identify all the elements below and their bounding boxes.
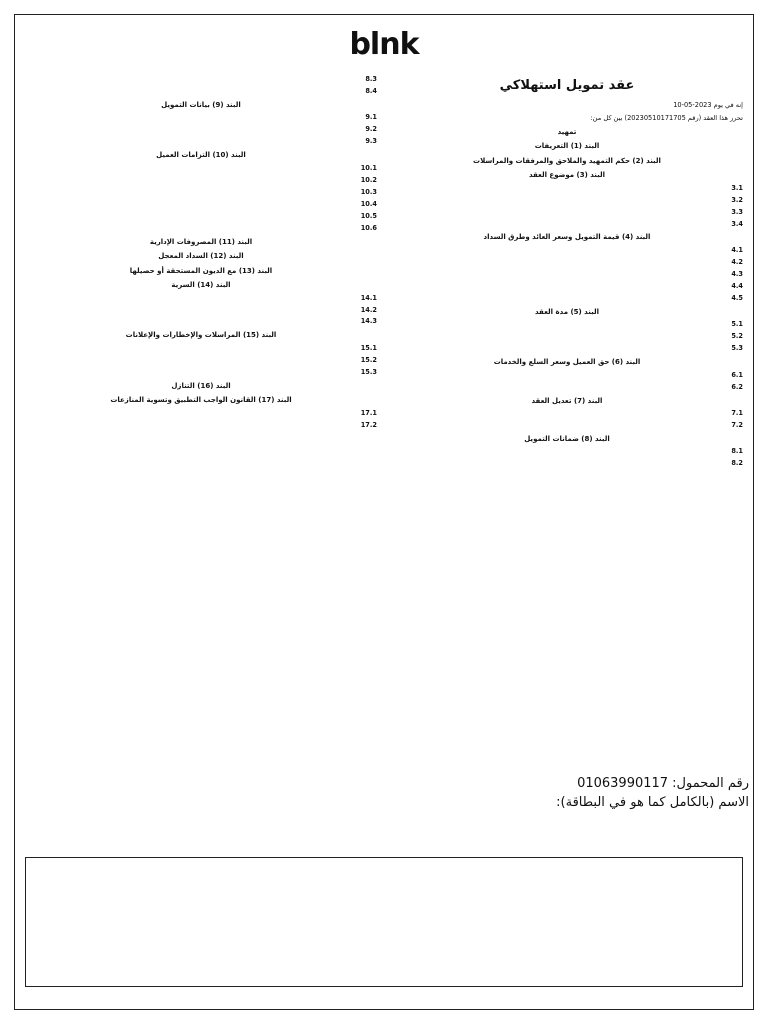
clause <box>25 409 377 418</box>
clause <box>25 176 377 185</box>
section-heading: البند (11) المصروفات الإدارية <box>149 237 253 246</box>
clause-number: 10.5 <box>360 211 377 220</box>
clause-number: 6.1 <box>731 370 743 379</box>
section-heading: البند (5) مدة العقد <box>535 307 599 316</box>
clause-number: 17.2 <box>360 420 377 429</box>
section-heading: البند (8) ضمانات التمويل <box>524 434 610 443</box>
section-heading: البند (13) مع الديون المستحقة أو حصيلها <box>129 266 273 275</box>
clause-number: 10.2 <box>360 175 377 184</box>
clause-number: 15.2 <box>360 355 377 364</box>
section-heading: البند (12) السداد المعجل <box>158 252 244 261</box>
clause-number: 4.4 <box>731 281 743 290</box>
clause <box>391 270 743 279</box>
preamble-heading: تمهيد <box>557 127 577 136</box>
clause <box>391 459 743 468</box>
clause-number: 10.4 <box>360 199 377 208</box>
clause <box>25 164 377 173</box>
section-heading: البند (17) القانون الواجب التطبيق وتسوية المنازعات <box>110 396 292 405</box>
clause-number: 9.1 <box>365 113 377 122</box>
clause-number: 5.2 <box>731 332 743 341</box>
clause <box>391 196 743 205</box>
clause-number: 4.3 <box>731 269 743 278</box>
section-heading: البند (3) موضوع العقد <box>528 171 606 180</box>
clause-number: 4.1 <box>731 245 743 254</box>
section-heading: البند (10) التزامات العميل <box>156 151 246 160</box>
footer-contact <box>556 775 749 813</box>
section-heading: البند (2) حكم التمهيد والملاحق والمرفقات والمراسلات <box>473 156 661 165</box>
clause <box>391 447 743 456</box>
right-sections <box>391 142 743 468</box>
clause <box>391 184 743 193</box>
contract-date: إنه في يوم 2023-05-10 <box>673 100 743 109</box>
clause <box>391 294 743 303</box>
clause-number: 4.5 <box>731 293 743 302</box>
clause-number: 10.6 <box>360 223 377 232</box>
clause <box>25 113 377 122</box>
clause-number: 7.1 <box>731 409 743 418</box>
clause <box>25 421 377 430</box>
clause-number: 5.3 <box>731 344 743 353</box>
clause <box>25 344 377 353</box>
clause-number: 9.3 <box>365 137 377 146</box>
clause-number: 8.3 <box>365 75 377 83</box>
clause <box>25 294 377 303</box>
clause-number: 3.4 <box>731 219 743 228</box>
clause <box>25 137 377 146</box>
clause <box>391 409 743 418</box>
clause-number: 3.3 <box>731 207 743 216</box>
clause <box>391 332 743 341</box>
clause <box>391 246 743 255</box>
clause-number: 3.2 <box>731 195 743 204</box>
clause <box>25 200 377 209</box>
clause-number: 17.1 <box>360 408 377 417</box>
section-heading: البند (7) تعديل العقد <box>531 396 603 405</box>
section-heading: البند (14) السرية <box>171 281 231 290</box>
brand-logo: blnk <box>349 27 419 62</box>
clause <box>25 188 377 197</box>
clause <box>391 383 743 392</box>
clause-number: 4.2 <box>731 257 743 266</box>
clause-number: 14.2 <box>360 305 377 314</box>
contract-title: عقد تمويل استهلاكي <box>499 78 635 93</box>
clause <box>25 356 377 365</box>
clause <box>391 344 743 353</box>
clause <box>391 220 743 229</box>
name-box[interactable] <box>25 857 743 987</box>
phone-line: رقم المحمول: 01063990117 <box>577 776 749 791</box>
clause-number: 8.1 <box>731 447 743 456</box>
clause <box>391 282 743 291</box>
clause-number: 14.1 <box>360 293 377 302</box>
clause <box>391 208 743 217</box>
clause-number: 5.1 <box>731 320 743 329</box>
clause <box>25 75 377 84</box>
clause <box>25 125 377 134</box>
clause-number: 10.3 <box>360 187 377 196</box>
clause <box>391 258 743 267</box>
section-heading: البند (9) بيانات التمويل <box>161 100 241 109</box>
contract-number: تحرر هذا العقد (رقم 20230510171705) بين كل من: <box>590 113 743 122</box>
clause <box>391 421 743 430</box>
clause-number: 10.1 <box>360 163 377 172</box>
contract-page <box>14 14 754 1010</box>
clause-number: 8.2 <box>731 459 743 468</box>
clause <box>391 371 743 380</box>
section-heading: البند (4) قيمة التمويل وسعر العائد وطرق السداد <box>483 233 651 242</box>
section-heading: البند (15) المراسلات والإخطارات والإعلانات <box>125 331 277 340</box>
clause <box>391 320 743 329</box>
clause-number: 15.1 <box>360 343 377 352</box>
clause-number: 3.1 <box>731 183 743 192</box>
clause <box>25 368 377 377</box>
section-heading: البند (16) التنازل <box>171 381 231 390</box>
full-name-line: الاسم (بالكامل كما هو في البطاقة): <box>556 794 749 810</box>
clause-number: 7.2 <box>731 421 743 429</box>
section-heading: البند (6) حق العميل وسعر السلع والخدمات <box>493 358 641 367</box>
clause <box>25 306 377 315</box>
clause <box>25 87 377 96</box>
clause-number: 8.4 <box>365 86 377 95</box>
clause <box>25 317 377 326</box>
clause <box>25 212 377 221</box>
clause-number: 9.2 <box>365 125 377 134</box>
clause-number: 15.3 <box>360 367 377 376</box>
clause-number: 6.2 <box>731 382 743 391</box>
clause-number: 14.3 <box>360 317 377 326</box>
section-heading: البند (1) التعريفات <box>534 142 600 151</box>
clause <box>25 224 377 233</box>
left-sections <box>25 75 377 430</box>
